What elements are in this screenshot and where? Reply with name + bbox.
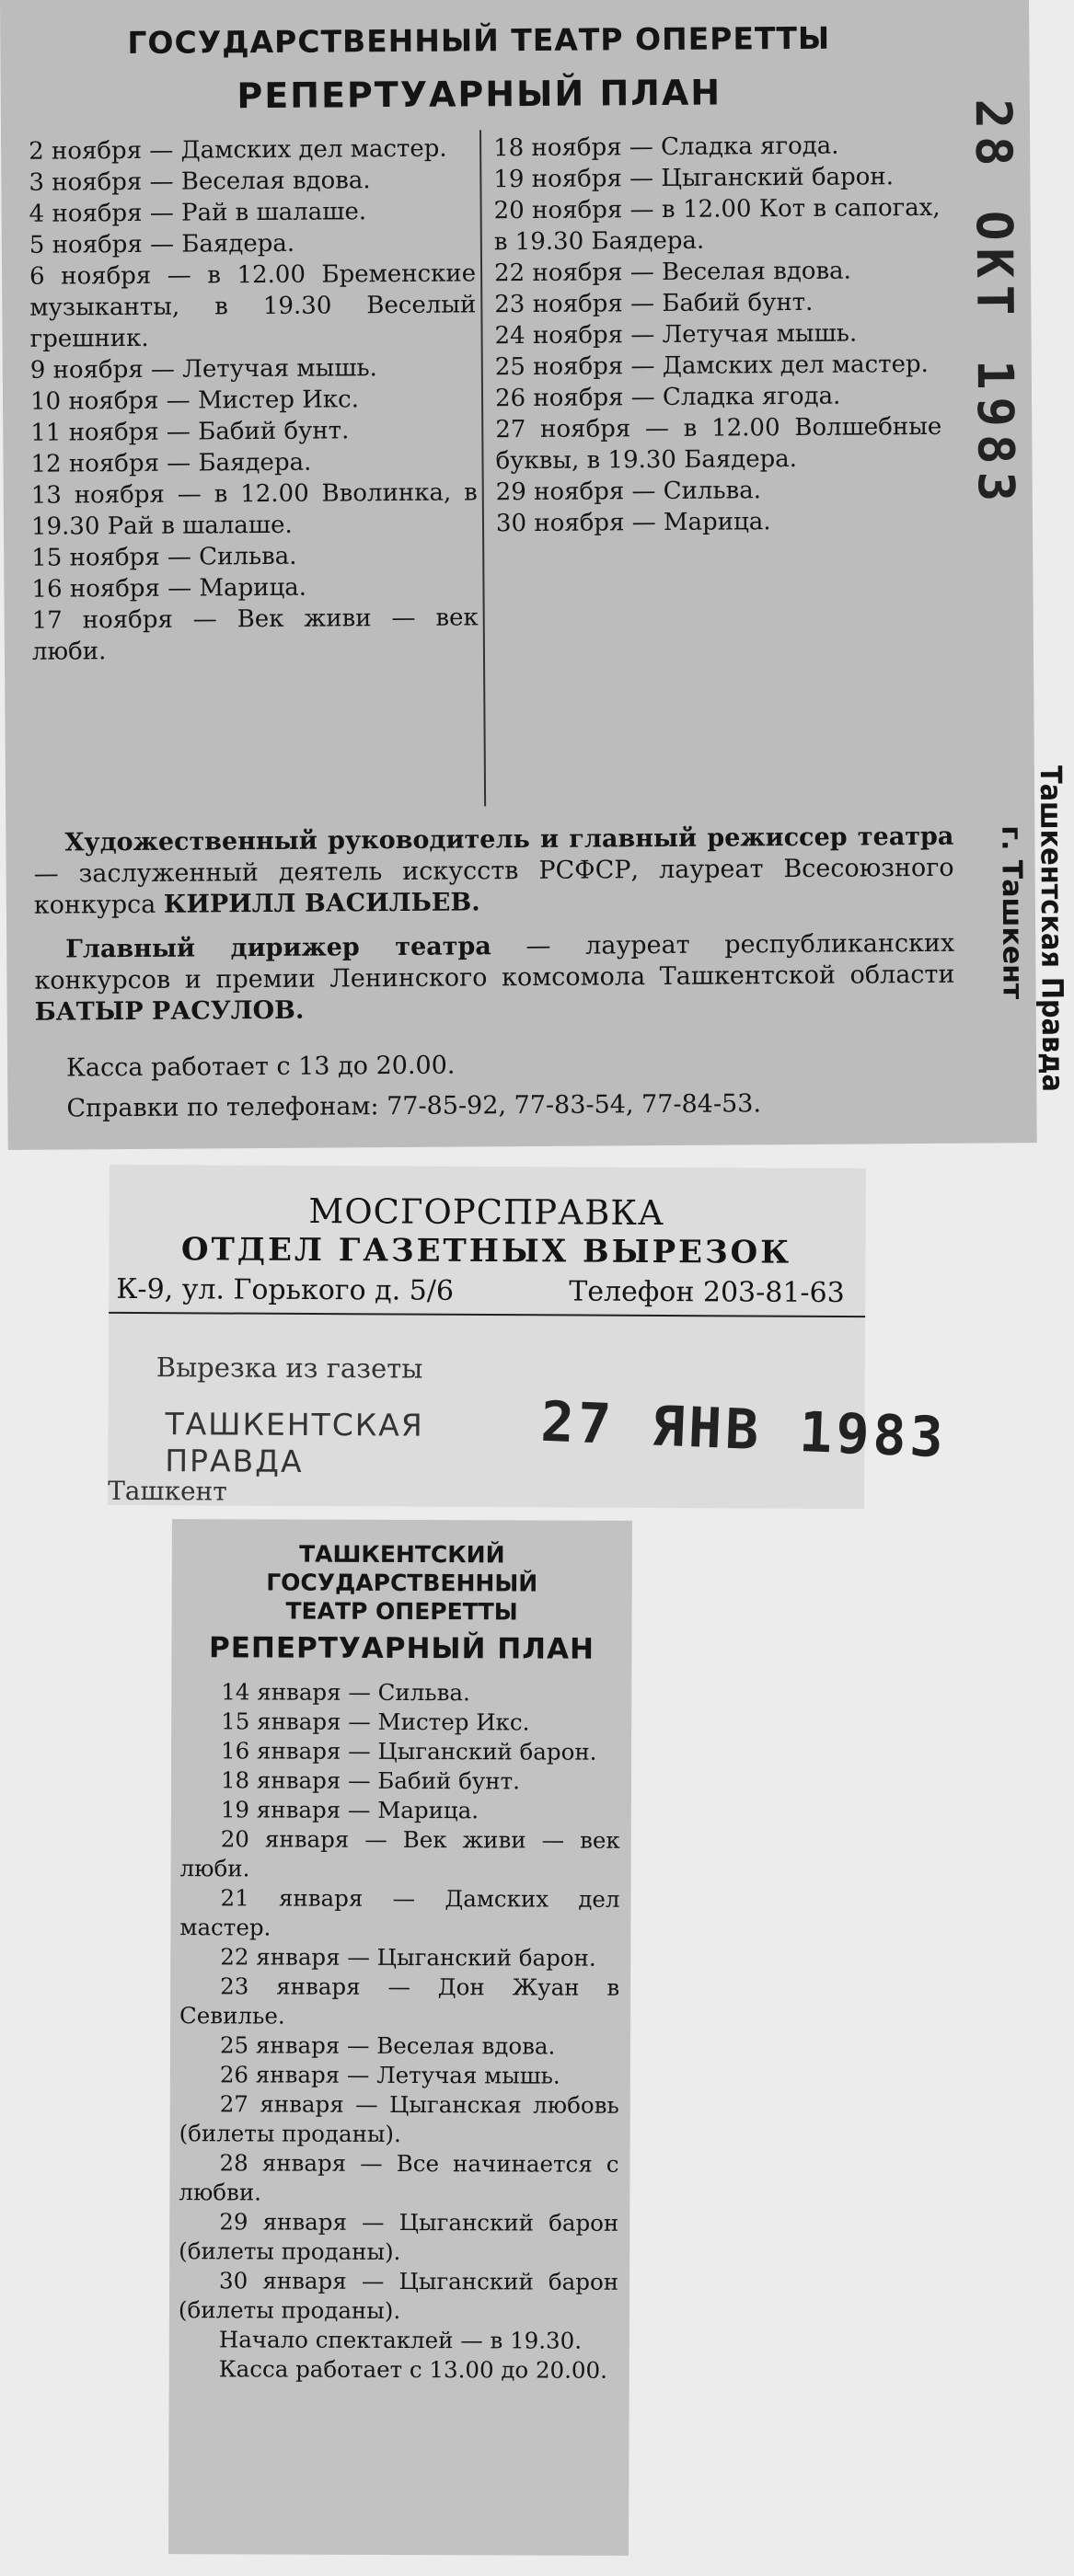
bureau-address: К-9, ул. Горького д. 5/6	[116, 1272, 455, 1307]
repertoire-entry: 18 января — Бабий бунт.	[220, 1766, 521, 1795]
repertoire-entry: 23 января — Дон Жуан в Севилье.	[179, 1972, 620, 2030]
repertoire-entry: 25 января — Веселая вдова.	[219, 2031, 556, 2060]
ticket-info	[35, 1042, 956, 1130]
bureau-phone: Телефон 203-81-63	[569, 1275, 845, 1310]
repertoire-entry: 27 ноября — в 12.00 Волшебные буквы, в 19.30 Баядера.	[495, 412, 942, 476]
column-divider	[479, 130, 486, 806]
repertoire-title: РЕПЕРТУАРНЫЙ ПЛАН	[237, 72, 722, 117]
repertoire-entry: 22 ноября — Веселая вдова.	[493, 257, 851, 288]
repertoire-entry: 12 ноября — Баядера.	[30, 448, 312, 478]
repertoire-entry: 20 января — Век живи — век люби.	[179, 1825, 620, 1882]
repertoire-list	[179, 1677, 621, 2386]
conductor-title: Главный дирижер театра	[65, 932, 491, 964]
theater-header-line: ТЕАТР ОПЕРЕТТЫ	[285, 1597, 518, 1626]
director-credit	[33, 822, 954, 922]
repertoire-entry: 22 января — Цыганский барон.	[220, 1943, 596, 1972]
date-stamp: 27 ЯНВ 1983	[539, 1389, 949, 1471]
clipping-source-label: Вырезка из газеты	[156, 1351, 423, 1385]
repertoire-entry: 30 ноября — Марица.	[495, 508, 771, 538]
newspaper-city: Ташкент	[108, 1475, 227, 1507]
repertoire-entry: 6 ноября — в 12.00 Бременские музыканты, в 19.30 Веселый грешник.	[29, 259, 477, 353]
newspaper-name: ТАШКЕНТСКАЯ ПРАВДА	[165, 1406, 424, 1479]
conductor-description: — лауреат республиканских конкурсов и премии Ленинского комсомола Ташкентской области	[34, 928, 955, 995]
repertoire-entry: 17 ноября — Век живи — век люби.	[31, 604, 479, 666]
repertoire-entry: 9 ноября — Летучая мышь.	[29, 354, 377, 385]
repertoire-entry: 16 января — Цыганский барон.	[221, 1737, 597, 1765]
credits-block	[33, 822, 955, 1041]
director-title: Художественный руководитель и главный режиссер театра	[64, 822, 954, 857]
repertoire-entry: 24 ноября — Летучая мышь.	[494, 319, 858, 351]
box-office-hours: Касса работает с 13 до 20.00.	[65, 1051, 456, 1083]
date-stamp: 28 ОКТ 1983	[964, 98, 1025, 510]
repertoire-entry: 26 ноября — Сладка ягода.	[494, 382, 841, 413]
repertoire-entry: 19 ноября — Цыганский барон.	[493, 163, 895, 194]
repertoire-left-column	[29, 132, 479, 667]
repertoire-entry: 2 ноября — Дамских дел мастер.	[29, 134, 447, 166]
conductor-credit	[34, 928, 955, 1029]
repertoire-entry: Касса работает с 13.00 до 20.00.	[218, 2355, 607, 2384]
repertoire-entry: 16 ноября — Марица.	[31, 573, 307, 604]
repertoire-entry: 27 января — Цыганская любовь (билеты проданы).	[179, 2090, 619, 2148]
director-description: — заслуженный деятель искусств РСФСР, лауреат Всесоюзного конкурса	[33, 853, 954, 920]
clipping-bureau-card	[108, 1165, 949, 1509]
theater-header: ГОСУДАРСТВЕННЫЙ ТЕАТР ОПЕРЕТТЫ	[127, 19, 831, 62]
repertoire-entry: 18 ноября — Сладка ягода.	[493, 132, 839, 163]
repertoire-entry: 4 ноября — Рай в шалаше.	[29, 198, 367, 228]
repertoire-entry: 3 ноября — Веселая вдова.	[29, 167, 371, 197]
newspaper-name-vertical: Ташкентская Правда	[1033, 765, 1071, 1093]
repertoire-entry: 13 ноября — в 12.00 Вволинка, в 19.30 Рай в шалаше.	[30, 478, 478, 541]
repertoire-entry: 19 января — Марица.	[220, 1796, 479, 1824]
repertoire-entry: 25 ноября — Дамских дел мастер.	[494, 350, 929, 382]
newspaper-clipping-january	[168, 1519, 632, 2556]
repertoire-entry: 14 января — Сильва.	[221, 1678, 470, 1707]
bureau-name: МОСГОРСПРАВКА	[308, 1190, 665, 1234]
newspaper-city-vertical: г. Ташкент	[995, 825, 1029, 1000]
conductor-name: БАТЫР РАСУЛОВ.	[34, 995, 305, 1027]
repertoire-entry: 15 ноября — Сильва.	[31, 542, 297, 572]
repertoire-entry: 30 января — Цыганский барон (билеты проданы).	[178, 2267, 619, 2325]
repertoire-entry: 29 ноября — Сильва.	[495, 477, 762, 507]
director-name: КИРИЛЛ ВАСИЛЬЕВ.	[163, 888, 480, 919]
repertoire-right-column	[493, 130, 942, 539]
theater-header	[172, 1539, 632, 1627]
repertoire-entry: 26 января — Летучая мышь.	[219, 2061, 560, 2089]
repertoire-entry: 10 ноября — Мистер Икс.	[29, 385, 360, 416]
repertoire-entry: Начало спектаклей — в 19.30.	[218, 2326, 583, 2354]
repertoire-entry: 28 января — Все начинается с любви.	[179, 2149, 619, 2206]
repertoire-entry: 20 ноября — в 12.00 Кот в сапогах, в 19.30 Баядера.	[493, 193, 941, 257]
theater-header-line: ТАШКЕНТСКИЙ	[299, 1540, 505, 1569]
repertoire-entry: 21 января — Дамских дел мастер.	[179, 1884, 620, 1941]
theater-header-line: ГОСУДАРСТВЕННЫЙ	[266, 1569, 538, 1597]
newspaper-clipping-october	[0, 0, 1071, 1150]
repertoire-entry: 29 января — Цыганский барон (билеты проданы).	[179, 2208, 619, 2266]
bureau-department: ОТДЕЛ ГАЗЕТНЫХ ВЫРЕЗОК	[180, 1231, 792, 1271]
divider-line	[109, 1312, 865, 1317]
repertoire-entry: 5 ноября — Баядера.	[29, 229, 295, 259]
phone-numbers: Справки по телефонам: 77-85-92, 77-83-54, 77-84-53.	[66, 1089, 762, 1123]
repertoire-entry: 23 ноября — Бабий бунт.	[494, 288, 814, 319]
repertoire-title: РЕПЕРТУАРНЫЙ ПЛАН	[208, 1631, 595, 1666]
repertoire-entry: 15 января — Мистер Икс.	[221, 1708, 530, 1736]
repertoire-entry: 11 ноября — Бабий бунт.	[30, 417, 350, 447]
